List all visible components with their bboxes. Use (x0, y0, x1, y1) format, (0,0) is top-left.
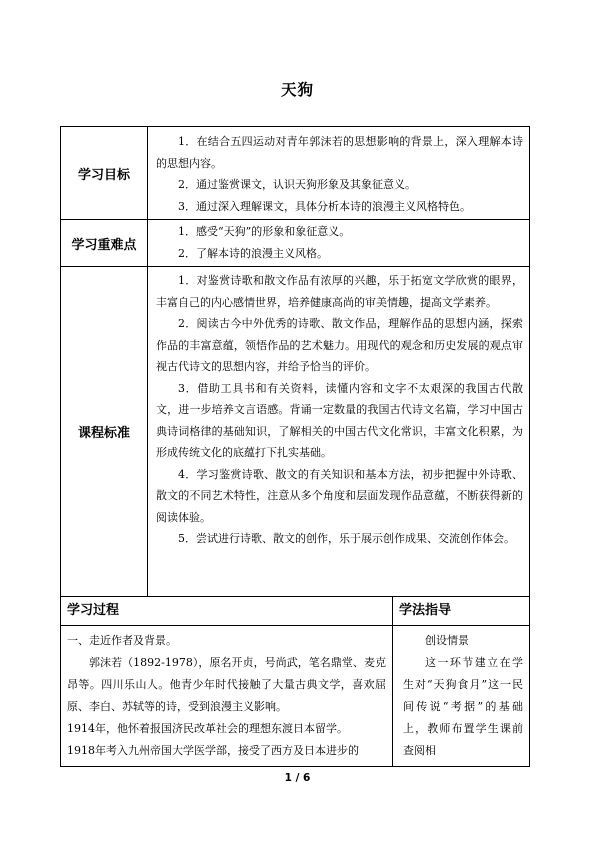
method-paragraph: 这一环节建立在学生对“天狗食月”这一民间传说“考据”的基础上，教师布置学生课前查阅相 (403, 656, 523, 757)
standards-label: 课程标准 (77, 426, 130, 441)
process-paragraph: 郭沫若（1892-1978），原名开贞，号尚武，笔名鼎堂、麦克昂等。四川乐山人。他青少年时代接触了大量古典文学，喜欢屈原、李白、苏轼等的诗，受到浪漫主义影响。 (67, 656, 386, 713)
learning-method-heading: 学法指导 (393, 597, 529, 626)
standard-item: 1．对鉴赏诗歌和散文作品有浓厚的兴趣，乐于拓宽文学欣赏的眼界，丰富自己的内心感情世界，培养健康高尚的审美情趣，提高文学素养。 (156, 274, 523, 309)
key-point-item: 1．感受“天狗”的形象和象征意义。 (178, 225, 351, 238)
lesson-plan-table (60, 126, 530, 767)
key-points-label: 学习重难点 (71, 237, 137, 253)
learning-process-cell (61, 597, 393, 767)
learning-goals-content (148, 127, 530, 220)
goal-item: 3．通过深入理解课文，具体分析本诗的浪漫主义风格特色。 (178, 199, 471, 213)
key-point-item: 2．了解本诗的浪漫主义风格。 (178, 246, 328, 260)
goal-item: 1．在结合五四运动对青年郭沫若的思想影响的背景上，深入理解本诗的思想内容。 (156, 135, 523, 170)
method-paragraph: 创设情景 (425, 634, 469, 647)
learning-process-heading: 学习过程 (61, 597, 392, 626)
goal-item: 2．通过鉴赏课文，认识天狗形象及其象征意义。 (178, 178, 416, 191)
row-key-difficult-points (61, 220, 530, 267)
learning-goals-label-cell (61, 127, 148, 220)
row-process-and-method (61, 597, 530, 767)
standards-label-cell (61, 267, 148, 597)
page-number: 1 / 6 (284, 772, 311, 784)
standard-item: 3．借助工具书和有关资料，读懂内容和文字不太艰深的我国古代散文，进一步培养文言语感。背诵一定数量的我国古代诗文名篇，学习中国古典诗词格律的基础知识，了解相关的中国古代文化常识，丰富文化积累，为形成传统文化的底蕴打下扎实基础。 (156, 381, 523, 459)
standard-item: 5．尝试进行诗歌、散文的创作，乐于展示创作成果、交流创作体会。 (178, 532, 515, 545)
standard-item: 4．学习鉴赏诗歌、散文的有关知识和基本方法，初步把握中外诗歌、散文的不同艺术特性，注意从多个角度和层面发现作品意蕴，不断获得新的阅读体验。 (156, 467, 523, 524)
process-section-heading: 一、走近作者及背景。 (67, 634, 177, 647)
key-points-label-cell (61, 220, 148, 267)
standards-content (148, 267, 530, 597)
process-paragraph: 1918年考入九州帝国大学医学部，接受了西方及日本进步的 (67, 744, 359, 757)
standard-item: 2．阅读古今中外优秀的诗歌、散文作品，理解作品的思想内涵，探索作品的丰富意蕴，领悟作品的艺术魅力。用现代的观念和历史发展的观点审视古代诗文的思想内容，并给予恰当的评价。 (156, 317, 523, 373)
learning-method-cell (393, 597, 530, 767)
key-points-content (148, 220, 530, 267)
row-learning-goals (61, 127, 530, 220)
document-title: 天狗 (280, 81, 314, 99)
process-paragraph: 1914年，他怀着报国济民改革社会的理想东渡日本留学。 (67, 722, 348, 735)
row-curriculum-standards (61, 267, 530, 597)
learning-goals-label: 学习目标 (77, 167, 130, 183)
